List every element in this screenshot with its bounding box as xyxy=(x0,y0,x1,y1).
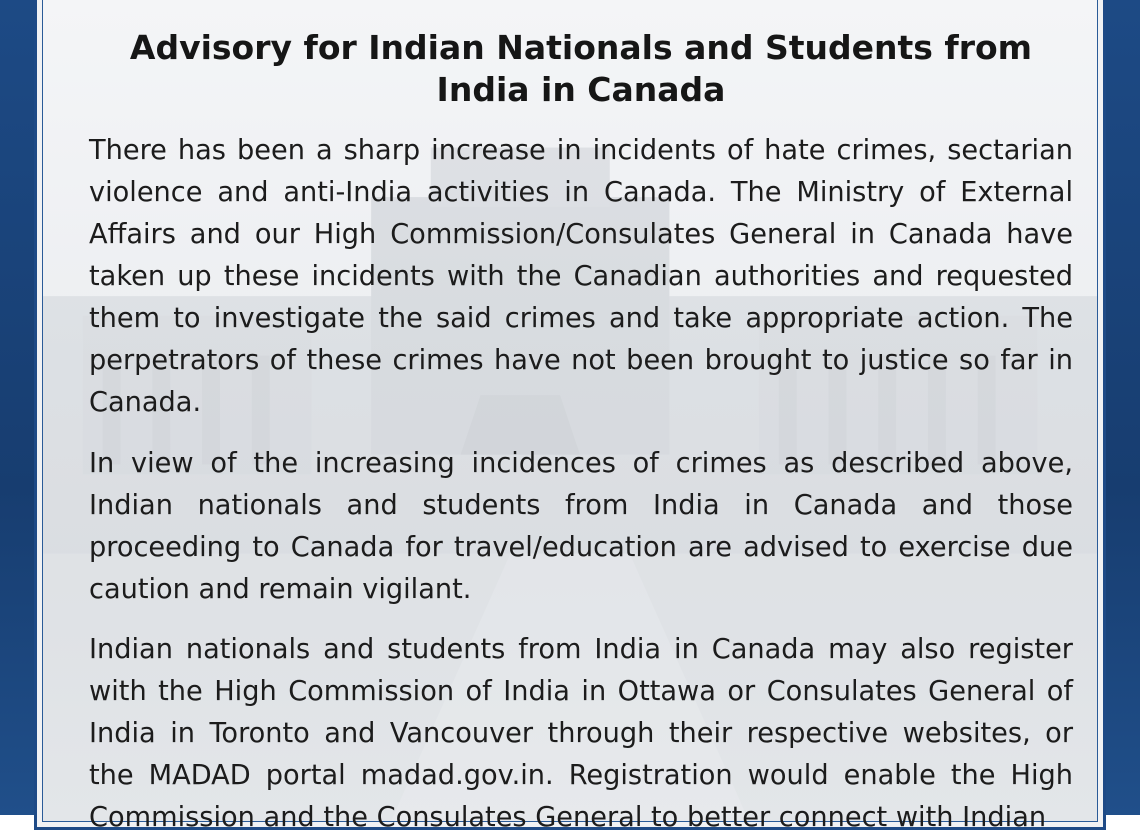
advisory-title: Advisory for Indian Nationals and Students from India in Canada xyxy=(129,28,1033,109)
advisory-paragraph-3: Indian nationals and students from India in Canada may also register with the High Commission of India in Ottawa or Consulates General of India in Toronto and Vancouver through their respective websites, or the MADAD portal madad.gov.in. Registration would enable the High Commission and the Consulates General to better connect with Indian xyxy=(89,634,1073,833)
advisory-paragraph-1: There has been a sharp increase in incidents of hate crimes, sectarian violence and anti-India activities in Canada. The Ministry of External Affairs and our High Commission/Consulates General in Canada have taken up these incidents with the Canadian authorities and requested them to investigate the said crimes and take appropriate action. The perpetrators of these crimes have not been brought to justice so far in Canada. xyxy=(89,135,1073,418)
advisory-paragraph-2: In view of the increasing incidences of crimes as described above, Indian nationals and students from India in Canada and those proceeding to Canada for travel/education are advised to exercise due caution and remain vigilant. xyxy=(89,448,1073,605)
advisory-content xyxy=(89,0,1073,839)
document-panel xyxy=(42,0,1098,833)
document-frame xyxy=(34,0,1106,833)
right-blue-band xyxy=(1106,0,1140,815)
left-blue-band xyxy=(0,0,34,815)
